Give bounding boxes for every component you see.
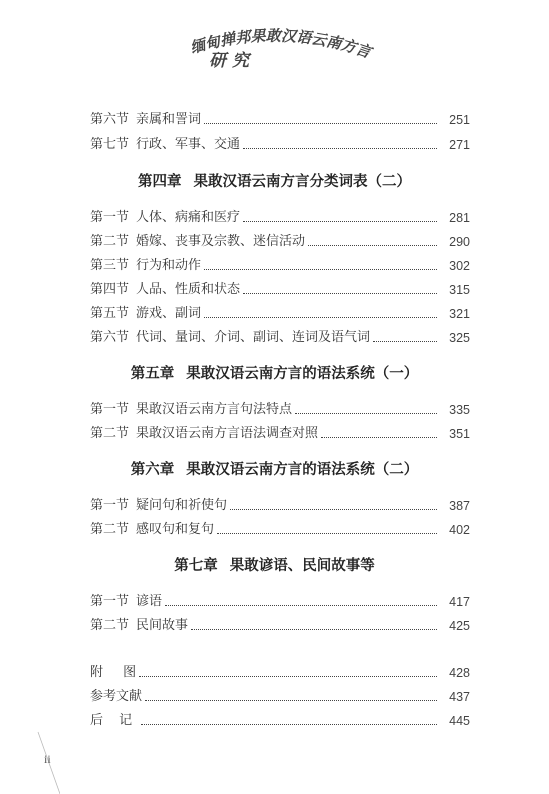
dot-leader bbox=[295, 413, 437, 414]
chapter-heading[interactable] bbox=[0, 172, 549, 192]
section-number: 第三节 bbox=[90, 258, 130, 273]
dot-leader bbox=[145, 700, 437, 701]
dot-leader bbox=[204, 317, 437, 318]
page-reference: 271 bbox=[449, 138, 470, 152]
running-header-title bbox=[185, 26, 385, 86]
page-reference: 281 bbox=[449, 211, 470, 225]
dot-leader bbox=[141, 724, 437, 725]
toc-entry[interactable] bbox=[90, 520, 470, 540]
page-reference: 321 bbox=[449, 307, 470, 321]
chapter-heading[interactable] bbox=[0, 364, 549, 384]
toc-entry[interactable] bbox=[90, 110, 470, 130]
dot-leader bbox=[204, 123, 437, 124]
dot-leader bbox=[165, 605, 437, 606]
section-title: 人品、性质和状态 bbox=[136, 282, 241, 297]
section-title: 谚语 bbox=[136, 594, 163, 609]
section-title: 亲属和詈词 bbox=[136, 112, 202, 127]
chapter-heading[interactable] bbox=[0, 460, 549, 480]
section-number: 第一节 bbox=[90, 402, 130, 417]
page-reference: 428 bbox=[449, 666, 470, 680]
section-number: 第一节 bbox=[90, 210, 130, 225]
chapter-number: 第五章 bbox=[130, 365, 175, 382]
section-title: 代词、量词、介词、副词、连词及语气词 bbox=[136, 330, 371, 345]
toc-entry-afterword[interactable] bbox=[90, 711, 470, 731]
dot-leader bbox=[373, 341, 437, 342]
chapter-number: 第四章 bbox=[138, 173, 182, 190]
corner-decoration bbox=[20, 730, 60, 794]
toc-entry[interactable] bbox=[90, 232, 470, 252]
dot-leader bbox=[243, 148, 437, 149]
section-number: 第二节 bbox=[90, 234, 130, 249]
chapter-number: 第七章 bbox=[174, 557, 218, 574]
page-reference: 387 bbox=[449, 499, 470, 513]
entry-title: 参考文献 bbox=[90, 689, 143, 704]
page-reference: 302 bbox=[449, 259, 470, 273]
header-line2: 研究 bbox=[209, 51, 255, 71]
page-reference: 425 bbox=[449, 619, 470, 633]
section-number: 第二节 bbox=[90, 426, 130, 441]
section-title: 民间故事 bbox=[136, 618, 189, 633]
dot-leader bbox=[230, 509, 437, 510]
page-reference: 325 bbox=[449, 331, 470, 345]
dot-leader bbox=[191, 629, 437, 630]
dot-leader bbox=[204, 269, 437, 270]
toc-entry[interactable] bbox=[90, 592, 470, 612]
toc-entry[interactable] bbox=[90, 328, 470, 348]
section-number: 第一节 bbox=[90, 498, 130, 513]
toc-entry[interactable] bbox=[90, 400, 470, 420]
section-number: 第六节 bbox=[90, 112, 130, 127]
toc-entry[interactable] bbox=[90, 304, 470, 324]
page-reference: 335 bbox=[449, 403, 470, 417]
toc-entry[interactable] bbox=[90, 208, 470, 228]
section-title: 人体、病痛和医疗 bbox=[136, 210, 241, 225]
toc-entry[interactable] bbox=[90, 496, 470, 516]
chapter-number: 第六章 bbox=[130, 461, 175, 478]
toc-entry[interactable] bbox=[90, 280, 470, 300]
chapter-title: 果敢汉语云南方言分类词表（二） bbox=[193, 173, 411, 190]
toc-entry[interactable] bbox=[90, 135, 470, 155]
page-reference: 315 bbox=[449, 283, 470, 297]
chapter-title: 果敢汉语云南方言的语法系统（一） bbox=[186, 365, 419, 382]
section-number: 第四节 bbox=[90, 282, 130, 297]
entry-title: 附 图 bbox=[90, 665, 145, 680]
section-title: 感叹句和复句 bbox=[136, 522, 215, 537]
header-line1: 缅甸掸邦果敢汉语云南方言 bbox=[188, 26, 374, 62]
section-number: 第一节 bbox=[90, 594, 130, 609]
section-number: 第七节 bbox=[90, 137, 130, 152]
section-title: 疑问句和祈使句 bbox=[136, 498, 228, 513]
running-header-svg bbox=[185, 26, 385, 86]
footer-page-number: ii bbox=[44, 752, 51, 766]
dot-leader bbox=[243, 221, 437, 222]
toc-entry[interactable] bbox=[90, 424, 470, 444]
toc-entry[interactable] bbox=[90, 616, 470, 636]
section-title: 行为和动作 bbox=[136, 258, 202, 273]
toc-entry-appendix-figures[interactable] bbox=[90, 663, 470, 683]
dot-leader bbox=[243, 293, 437, 294]
toc-entry[interactable] bbox=[90, 256, 470, 276]
section-number: 第二节 bbox=[90, 618, 130, 633]
section-title: 果敢汉语云南方言语法调查对照 bbox=[136, 426, 319, 441]
page-reference: 445 bbox=[449, 714, 470, 728]
section-number: 第五节 bbox=[90, 306, 130, 321]
entry-title: 后 记 bbox=[90, 713, 139, 728]
section-title: 婚嫁、丧事及宗教、迷信活动 bbox=[136, 234, 306, 249]
page-reference: 402 bbox=[449, 523, 470, 537]
page-reference: 437 bbox=[449, 690, 470, 704]
section-title: 果敢汉语云南方言句法特点 bbox=[136, 402, 293, 417]
dot-leader bbox=[321, 437, 437, 438]
dot-leader bbox=[139, 676, 437, 677]
dot-leader bbox=[217, 533, 437, 534]
section-number: 第二节 bbox=[90, 522, 130, 537]
section-title: 行政、军事、交通 bbox=[136, 137, 241, 152]
dot-leader bbox=[308, 245, 437, 246]
toc-entry-references[interactable] bbox=[90, 687, 470, 707]
section-number: 第六节 bbox=[90, 330, 130, 345]
page-reference: 290 bbox=[449, 235, 470, 249]
chapter-heading[interactable] bbox=[0, 556, 549, 576]
page-reference: 417 bbox=[449, 595, 470, 609]
chapter-title: 果敢汉语云南方言的语法系统（二） bbox=[186, 461, 419, 478]
page-reference: 351 bbox=[449, 427, 470, 441]
section-title: 游戏、副词 bbox=[136, 306, 202, 321]
chapter-title: 果敢谚语、民间故事等 bbox=[229, 557, 375, 574]
page-reference: 251 bbox=[449, 113, 470, 127]
